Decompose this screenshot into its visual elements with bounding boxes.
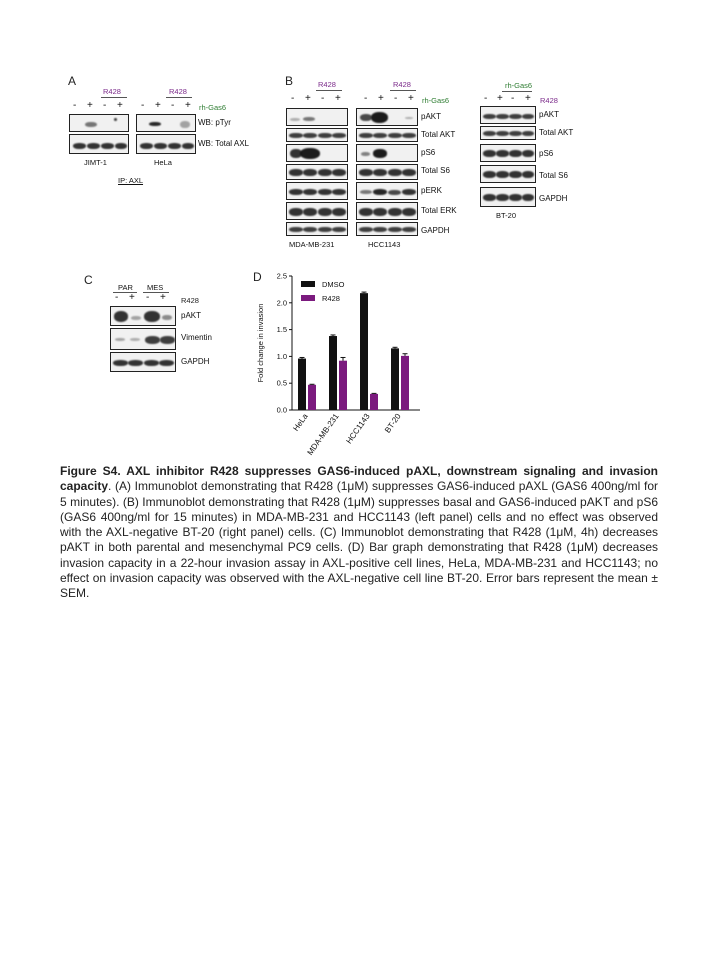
blot-b-hcc-total-akt — [356, 128, 418, 142]
blot-b-mda-total-s6 — [286, 164, 348, 180]
bt20-blot-label-ps6: pS6 — [539, 149, 554, 158]
blot-label-ps6: pS6 — [421, 148, 436, 157]
panel-b-right-treatment-label: R428 — [540, 96, 558, 105]
lane-sign: + — [378, 93, 384, 104]
bar-r428-hela — [308, 385, 316, 410]
blot-b-hcc-total-s6 — [356, 164, 418, 180]
blot-b-bt20-pakt — [480, 106, 536, 124]
panel-b-lane-signs-2 — [360, 93, 422, 105]
blot-b-hcc-perk — [356, 182, 418, 200]
blot-label-total-erk: Total ERK — [421, 206, 457, 215]
panel-b-right-overline — [502, 91, 532, 92]
blot-b-bt20-total-s6 — [480, 165, 536, 183]
bar-dmso-hela — [298, 359, 306, 410]
legend-label-dmso: DMSO — [322, 280, 345, 289]
lane-sign: + — [87, 100, 93, 111]
y-tick-label: 0.5 — [276, 378, 287, 388]
bar-r428-mda-mb-231 — [339, 361, 347, 410]
x-tick-label: MDA-MB-231 — [305, 411, 341, 457]
bar-dmso-mda-mb-231 — [329, 336, 337, 410]
lane-sign: - — [321, 93, 325, 104]
blot-b-mda-ps6 — [286, 144, 348, 162]
bar-dmso-bt-20 — [391, 348, 399, 410]
caption-title: Figure S4. AXL inhibitor R428 suppresses GAS6-induced pAXL, downstream signaling and invasion capacity — [60, 464, 658, 494]
lane-sign: - — [511, 93, 515, 104]
lane-sign: - — [146, 292, 150, 303]
legend-label-r428: R428 — [322, 294, 340, 303]
lane-sign: - — [103, 100, 107, 111]
legend-swatch-r428 — [301, 295, 315, 301]
panel-b-ligand-label: rh-Gas6 — [422, 96, 450, 105]
panel-a-ligand-label: rh-Gas6 — [199, 103, 227, 112]
panel-c-group-par: PAR — [118, 283, 133, 292]
y-tick-label: 0.0 — [276, 405, 287, 415]
blot-a-hela-total-axl — [136, 134, 196, 154]
x-tick-label: HCC1143 — [344, 411, 372, 446]
blot-label-gapdh: GAPDH — [421, 226, 450, 235]
lane-sign: + — [497, 93, 503, 104]
blot-c-pakt — [110, 306, 176, 326]
blot-b-bt20-ps6 — [480, 144, 536, 162]
lane-sign: - — [171, 100, 175, 111]
y-tick-label: 2.0 — [276, 298, 287, 308]
panel-c-letter: C — [84, 273, 93, 287]
panel-c-blot-label-pakt: pAKT — [181, 311, 202, 320]
panel-a-treatment-label-2: R428 — [169, 87, 187, 96]
lane-sign: + — [185, 100, 191, 111]
lane-sign: - — [73, 100, 77, 111]
blot-label-total-akt: Total AKT — [421, 130, 456, 139]
panel-c-blot-label-gapdh: GAPDH — [181, 357, 210, 366]
panel-b-letter: B — [285, 74, 294, 88]
blot-b-mda-total-akt — [286, 128, 348, 142]
blot-b-hcc-ps6 — [356, 144, 418, 162]
blot-b-hcc-pakt — [356, 108, 418, 126]
blot-c-gapdh — [110, 352, 176, 372]
y-tick-label: 1.5 — [276, 325, 287, 335]
blot-b-mda-perk — [286, 182, 348, 200]
panel-b-right-lane-signs — [480, 93, 540, 105]
lane-sign: + — [160, 292, 166, 303]
cell-line-hela: HeLa — [154, 158, 172, 167]
blot-b-hcc-total-erk — [356, 202, 418, 220]
panel-a-overline-1 — [101, 97, 127, 98]
cell-line-mda-mb-231: MDA-MB-231 — [289, 240, 335, 249]
lane-sign: - — [141, 100, 145, 111]
panel-a-lane-signs-1 — [70, 100, 130, 112]
x-tick-label: BT-20 — [383, 411, 403, 435]
blot-a-jimt1-total-axl — [69, 134, 129, 154]
blot-b-bt20-total-akt — [480, 126, 536, 140]
panel-b-treatment-label-1: R428 — [318, 80, 336, 89]
bt20-blot-label-pakt: pAKT — [539, 110, 560, 119]
bt20-blot-label-total-akt: Total AKT — [539, 128, 574, 137]
lane-sign: - — [484, 93, 488, 104]
blot-b-bt20-gapdh — [480, 187, 536, 207]
lane-sign: - — [291, 93, 295, 104]
lane-sign: + — [155, 100, 161, 111]
lane-sign: - — [394, 93, 398, 104]
lane-sign: - — [115, 292, 119, 303]
panel-a-letter: A — [68, 74, 77, 88]
panel-a-lane-signs-2 — [138, 100, 198, 112]
blot-b-mda-pakt — [286, 108, 348, 126]
panel-b-overline-1 — [316, 90, 342, 91]
x-tick-label: HeLa — [291, 411, 310, 433]
figure-caption — [60, 464, 658, 602]
blot-a-hela-ptyr — [136, 114, 196, 132]
bar-dmso-hcc1143 — [360, 293, 368, 410]
lane-sign: - — [364, 93, 368, 104]
panel-c-blot-label-vimentin: Vimentin — [181, 333, 212, 342]
lane-sign: + — [117, 100, 123, 111]
bt20-blot-label-total-s6: Total S6 — [539, 171, 568, 180]
bt20-blot-label-gapdh: GAPDH — [539, 194, 568, 203]
lane-sign: + — [408, 93, 414, 104]
blot-b-mda-total-erk — [286, 202, 348, 220]
blot-label-wb-ptyr: WB: pTyr — [198, 118, 231, 127]
lane-sign: + — [335, 93, 341, 104]
blot-b-mda-gapdh — [286, 222, 348, 236]
cell-line-hcc1143: HCC1143 — [368, 240, 401, 249]
lane-sign: + — [525, 93, 531, 104]
lane-sign: + — [129, 292, 135, 303]
bar-r428-bt-20 — [401, 356, 409, 410]
invasion-bar-chart — [250, 268, 440, 464]
blot-label-wb-total-axl: WB: Total AXL — [198, 139, 249, 148]
bar-r428-hcc1143 — [370, 394, 378, 410]
panel-c-treatment-label: R428 — [181, 296, 199, 305]
ip-label: IP: AXL — [118, 176, 144, 185]
blot-label-total-s6: Total S6 — [421, 166, 450, 175]
panel-a-treatment-label-1: R428 — [103, 87, 121, 96]
blot-c-vimentin — [110, 328, 176, 350]
lane-sign: + — [305, 93, 311, 104]
y-tick-label: 1.0 — [276, 351, 287, 361]
y-axis-title: Fold change in invasion — [256, 303, 265, 383]
legend-swatch-dmso — [301, 281, 315, 287]
panel-b-lane-signs-1 — [287, 93, 349, 105]
blot-a-jimt1-ptyr — [69, 114, 129, 132]
panel-c-lane-signs — [110, 292, 176, 304]
blot-b-hcc-gapdh — [356, 222, 418, 236]
cell-line-bt20: BT-20 — [496, 211, 517, 220]
panel-a-overline-2 — [166, 97, 192, 98]
panel-b-right-ligand-label: rh-Gas6 — [505, 81, 533, 90]
cell-line-jimt1: JIMT-1 — [84, 158, 107, 167]
blot-label-perk: pERK — [421, 186, 442, 195]
y-tick-label: 2.5 — [276, 271, 287, 281]
panel-b-treatment-label-2: R428 — [393, 80, 411, 89]
panel-c-group-mes: MES — [147, 283, 164, 292]
panel-b-overline-2 — [390, 90, 416, 91]
caption-body: . (A) Immunoblot demonstrating that R428 (1μM) suppresses GAS6-induced pAXL (GAS6 400ng/ml for 5 minutes). (B) Immunoblot demonstrating that R428 (1μM) suppresses basal and GAS6-induced pAKT and pS6 (GAS6 400ng/ml for 15 minutes) in MDA-MB-231 and HCC1143 (left panel) cells and no effect was observed with the AXL-negative BT-20 (right panel) cells. (C) Immunoblot demonstrating that R428 (1μM, 4h) decreases pAKT in both parental and mesenchymal PC9 cells. (D) Bar graph demonstrating that R428 (1μM) decreases invasion capacity in a 22-hour invasion assay in AXL-positive cell lines, HeLa, MDA-MB-231 and HCC1143; no effect on invasion capacity was observed with the AXL-negative cell line BT-20. Error bars represent the mean ± SEM. — [60, 479, 658, 601]
panel-d-letter: D — [253, 270, 262, 284]
blot-label-pakt: pAKT — [421, 112, 442, 121]
